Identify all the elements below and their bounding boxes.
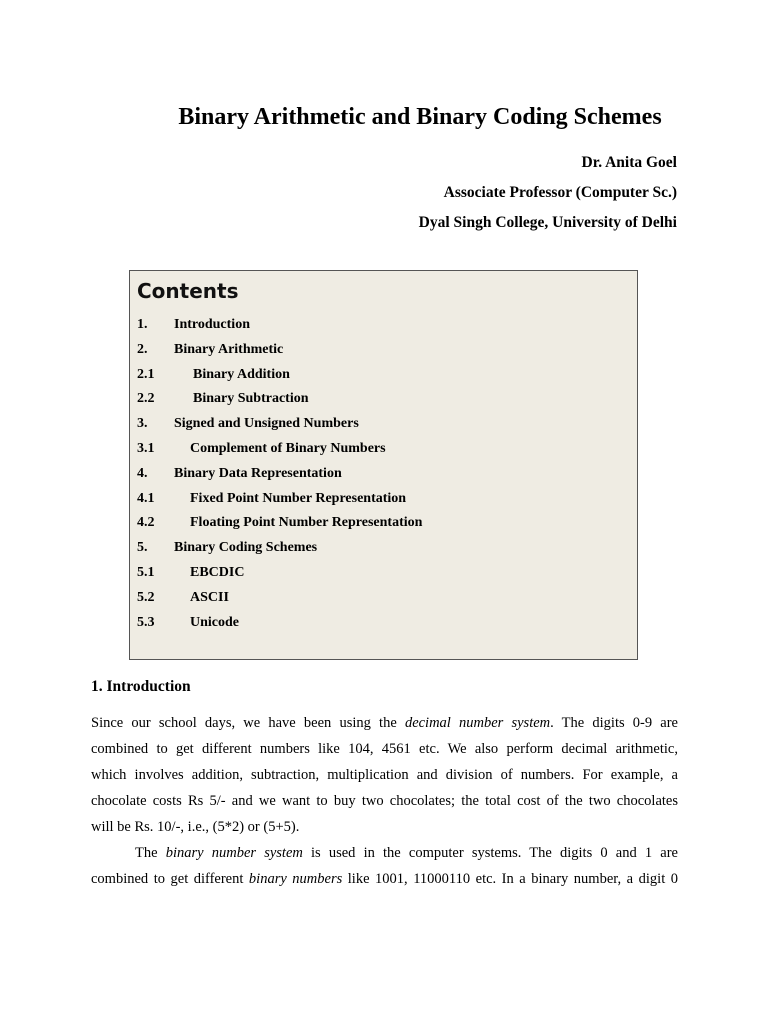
- contents-item: [137, 440, 422, 465]
- paragraph-line: Since our school days, we have been using the decimal number system. The digits 0-9 are: [91, 715, 678, 731]
- contents-item-label: ASCII: [190, 589, 229, 605]
- contents-item: [137, 564, 422, 589]
- emphasis-text: binary number system: [165, 845, 303, 861]
- intro-paragraph-1: [91, 710, 678, 840]
- contents-item: [137, 589, 422, 614]
- contents-item-label: Binary Addition: [193, 366, 290, 382]
- contents-item-number: 5.1: [137, 564, 155, 580]
- contents-item-number: 3.1: [137, 440, 155, 456]
- contents-item: [137, 366, 422, 391]
- section-heading-introduction: 1. Introduction: [91, 678, 191, 695]
- contents-item: [137, 514, 422, 539]
- contents-item-label: Fixed Point Number Representation: [190, 490, 407, 506]
- contents-item-number: 2.1: [137, 366, 155, 382]
- contents-item: [137, 465, 422, 490]
- author-position: Associate Professor (Computer Sc.): [443, 184, 677, 201]
- contents-item-label: Complement of Binary Numbers: [190, 440, 386, 456]
- contents-item: [137, 390, 422, 415]
- contents-item-number: 4.1: [137, 490, 155, 506]
- contents-item: [137, 316, 422, 341]
- contents-item-number: 4.: [137, 465, 148, 481]
- contents-box: [129, 270, 638, 660]
- paragraph-line: which involves addition, subtraction, multiplication and division of numbers. For example, a: [91, 767, 678, 783]
- intro-paragraph-2: [91, 840, 678, 892]
- contents-item-label: Binary Arithmetic: [174, 341, 284, 357]
- author-affiliation: Dyal Singh College, University of Delhi: [418, 214, 677, 231]
- contents-item: [137, 415, 422, 440]
- document-title: Binary Arithmetic and Binary Coding Schemes: [178, 104, 662, 130]
- paragraph-line: combined to get different binary numbers like 1001, 11000110 etc. In a binary number, a digit 0: [91, 871, 678, 887]
- paragraph-line: chocolate costs Rs 5/- and we want to buy two chocolates; the total cost of the two chocolates: [91, 793, 678, 809]
- contents-item-number: 2.: [137, 341, 148, 357]
- contents-item-label: Unicode: [190, 614, 239, 630]
- contents-item-label: Binary Subtraction: [193, 391, 309, 407]
- contents-item-number: 1.: [137, 317, 148, 332]
- contents-item-label: Binary Data Representation: [174, 465, 342, 481]
- emphasis-text: decimal number system: [404, 715, 551, 731]
- paragraph-line: The binary number system is used in the computer systems. The digits 0 and 1 are: [135, 845, 678, 861]
- paragraph-line: combined to get different numbers like 104, 4561 etc. We also perform decimal arithmetic,: [91, 741, 678, 757]
- author-block: [419, 148, 677, 238]
- contents-item-number: 5.: [137, 540, 148, 556]
- contents-item-number: 5.2: [137, 589, 155, 605]
- contents-item-number: 4.2: [137, 515, 155, 531]
- contents-item: [137, 341, 422, 366]
- contents-heading: Contents: [137, 279, 239, 303]
- emphasis-text: binary numbers: [248, 871, 343, 887]
- contents-item: [137, 539, 422, 564]
- author-name: Dr. Anita Goel: [581, 154, 677, 171]
- contents-item-label: Introduction: [174, 317, 250, 332]
- contents-item-number: 3.: [137, 416, 148, 432]
- contents-item-label: Signed and Unsigned Numbers: [174, 416, 359, 432]
- contents-item-label: Binary Coding Schemes: [174, 540, 318, 556]
- paragraph-line: will be Rs. 10/-, i.e., (5*2) or (5+5).: [91, 819, 300, 835]
- contents-item-number: 2.2: [137, 391, 155, 407]
- contents-item-label: EBCDIC: [190, 564, 245, 580]
- contents-item: [137, 490, 422, 515]
- contents-item-label: Floating Point Number Representation: [190, 515, 423, 531]
- contents-item-number: 5.3: [137, 614, 155, 630]
- contents-item: [137, 614, 422, 639]
- contents-list: [137, 316, 422, 638]
